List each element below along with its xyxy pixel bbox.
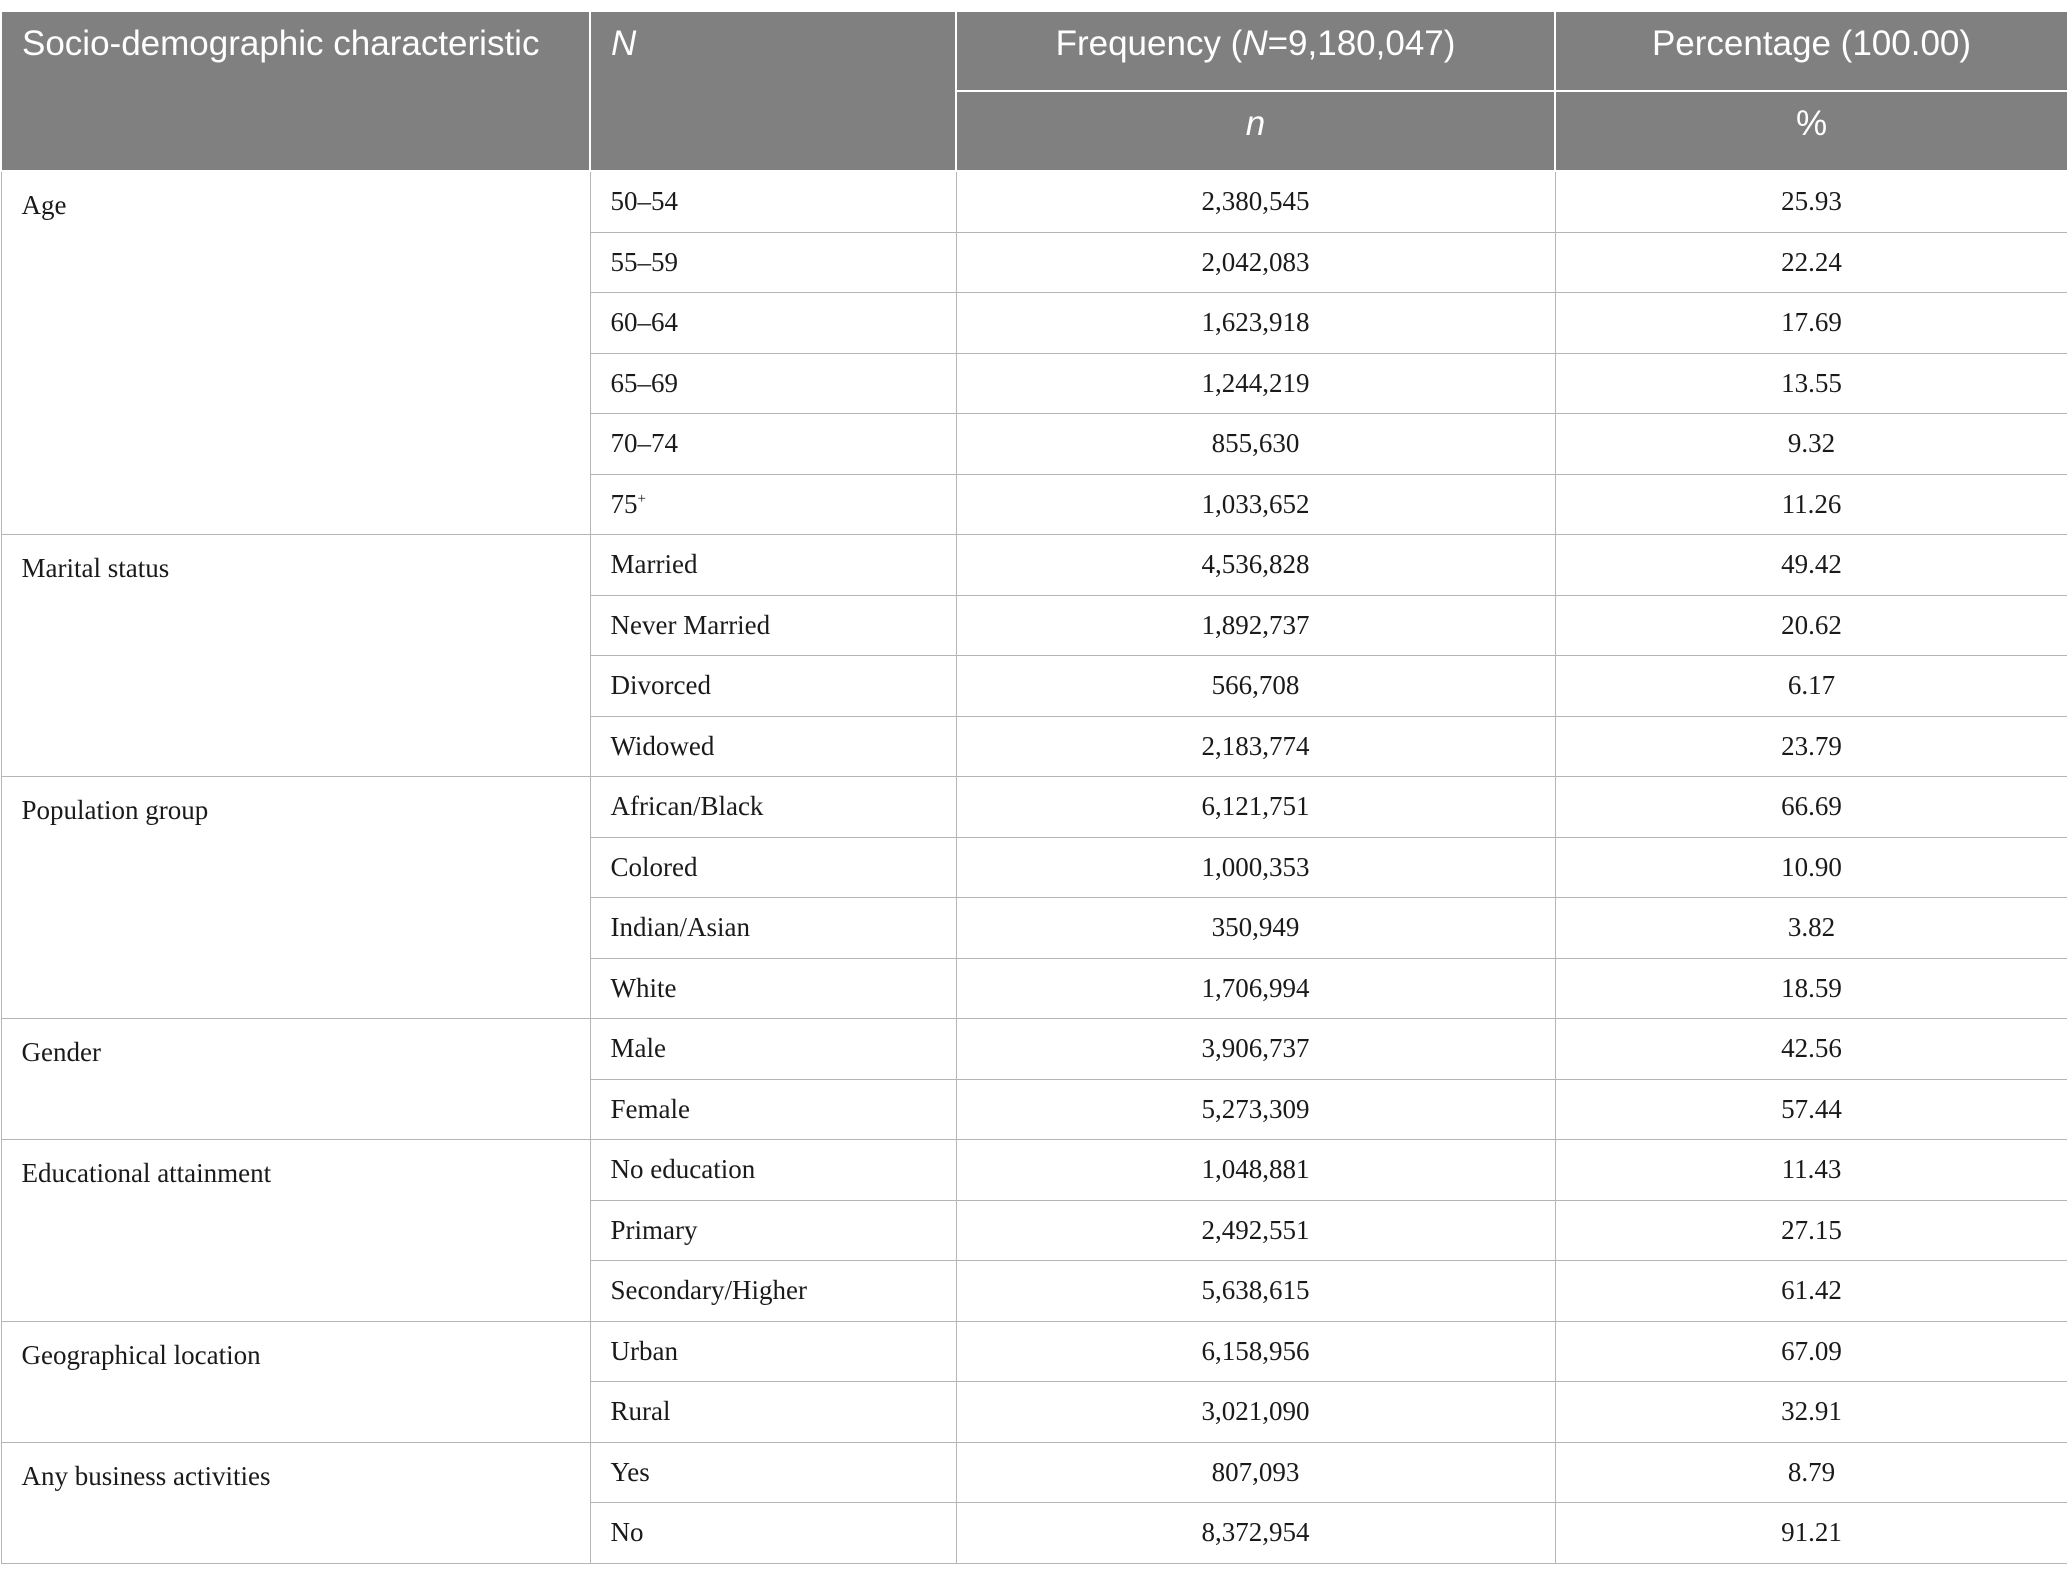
- frequency-cell: 5,273,309: [956, 1079, 1555, 1140]
- frequency-cell: 3,906,737: [956, 1019, 1555, 1080]
- frequency-cell: 2,183,774: [956, 716, 1555, 777]
- category-cell: [590, 1442, 956, 1503]
- header-n-label: N: [611, 24, 637, 63]
- percentage-cell: 23.79: [1555, 716, 2067, 777]
- group-label: Geographical location: [1, 1321, 590, 1442]
- category-label: Widowed: [610, 730, 715, 761]
- category-cell: [590, 414, 956, 475]
- category-cell: [590, 1382, 956, 1443]
- group-label: Gender: [1, 1019, 590, 1140]
- category-label: 65–69: [610, 367, 678, 398]
- category-cell: [590, 474, 956, 535]
- percentage-cell: 11.43: [1555, 1140, 2067, 1201]
- category-label: Never Married: [610, 609, 771, 640]
- category-cell: [590, 595, 956, 656]
- subheader-n-label: n: [1245, 104, 1266, 143]
- category-cell: [590, 1019, 956, 1080]
- category-cell: [590, 777, 956, 838]
- percentage-cell: 57.44: [1555, 1079, 2067, 1140]
- category-label: Divorced: [610, 670, 711, 701]
- frequency-cell: 807,093: [956, 1442, 1555, 1503]
- group-label: Marital status: [1, 535, 590, 777]
- header-frequency: [956, 11, 1555, 91]
- category-cell: [590, 1261, 956, 1322]
- frequency-cell: 4,536,828: [956, 535, 1555, 596]
- category-cell: [590, 656, 956, 717]
- percentage-cell: 66.69: [1555, 777, 2067, 838]
- category-label: No education: [610, 1154, 756, 1185]
- category-label: Married: [610, 549, 698, 580]
- percentage-cell: 13.55: [1555, 353, 2067, 414]
- percentage-cell: 9.32: [1555, 414, 2067, 475]
- table-row: [1, 1019, 2067, 1080]
- header-frequency-suffix: =9,180,047): [1267, 24, 1456, 63]
- category-cell: [590, 1200, 956, 1261]
- category-cell: [590, 353, 956, 414]
- category-label: Indian/Asian: [610, 912, 750, 943]
- frequency-cell: 6,158,956: [956, 1321, 1555, 1382]
- header-characteristic: Socio-demographic characteristic: [1, 11, 590, 171]
- category-label: Colored: [610, 851, 698, 882]
- subheader-percent: %: [1555, 91, 2067, 171]
- category-cell: [590, 1321, 956, 1382]
- frequency-cell: 2,380,545: [956, 171, 1555, 232]
- table-row: [1, 777, 2067, 838]
- category-cell: [590, 837, 956, 898]
- category-label: Rural: [610, 1396, 671, 1427]
- category-label: Male: [610, 1033, 666, 1064]
- table-row: [1, 1140, 2067, 1201]
- subheader-n: [956, 91, 1555, 171]
- frequency-cell: 350,949: [956, 898, 1555, 959]
- category-cell: [590, 898, 956, 959]
- category-cell: [590, 958, 956, 1019]
- frequency-cell: 1,892,737: [956, 595, 1555, 656]
- category-superscript: +: [637, 490, 646, 507]
- frequency-cell: 5,638,615: [956, 1261, 1555, 1322]
- category-cell: [590, 293, 956, 354]
- header-frequency-prefix: Frequency (: [1055, 24, 1243, 63]
- header-n: [590, 11, 956, 171]
- category-cell: [590, 1503, 956, 1564]
- category-label: 55–59: [610, 246, 678, 277]
- frequency-cell: 1,244,219: [956, 353, 1555, 414]
- frequency-cell: 855,630: [956, 414, 1555, 475]
- category-cell: [590, 535, 956, 596]
- percentage-cell: 8.79: [1555, 1442, 2067, 1503]
- percentage-cell: 32.91: [1555, 1382, 2067, 1443]
- category-label: White: [610, 972, 677, 1003]
- category-label: Urban: [610, 1335, 678, 1366]
- percentage-cell: 27.15: [1555, 1200, 2067, 1261]
- table-header: [1, 11, 2067, 171]
- percentage-cell: 18.59: [1555, 958, 2067, 1019]
- percentage-cell: 11.26: [1555, 474, 2067, 535]
- demographics-table: [0, 10, 2067, 1564]
- header-frequency-italic: N: [1242, 24, 1268, 63]
- frequency-cell: 566,708: [956, 656, 1555, 717]
- percentage-cell: 42.56: [1555, 1019, 2067, 1080]
- category-cell: [590, 232, 956, 293]
- percentage-cell: 20.62: [1555, 595, 2067, 656]
- group-label: Educational attainment: [1, 1140, 590, 1322]
- percentage-cell: 3.82: [1555, 898, 2067, 959]
- group-label: Any business activities: [1, 1442, 590, 1563]
- category-label: Female: [610, 1093, 690, 1124]
- table-row: [1, 1442, 2067, 1503]
- percentage-cell: 6.17: [1555, 656, 2067, 717]
- frequency-cell: 1,048,881: [956, 1140, 1555, 1201]
- table-body: [1, 171, 2067, 1563]
- table-row: [1, 171, 2067, 232]
- category-label: 70–74: [610, 428, 678, 459]
- frequency-cell: 8,372,954: [956, 1503, 1555, 1564]
- category-label: Primary: [610, 1214, 698, 1245]
- percentage-cell: 49.42: [1555, 535, 2067, 596]
- frequency-cell: 1,623,918: [956, 293, 1555, 354]
- percentage-cell: 67.09: [1555, 1321, 2067, 1382]
- category-cell: [590, 716, 956, 777]
- category-label: 60–64: [610, 307, 678, 338]
- table-row: [1, 1321, 2067, 1382]
- percentage-cell: 91.21: [1555, 1503, 2067, 1564]
- percentage-cell: 61.42: [1555, 1261, 2067, 1322]
- percentage-cell: 17.69: [1555, 293, 2067, 354]
- group-label: Population group: [1, 777, 590, 1019]
- percentage-cell: 25.93: [1555, 171, 2067, 232]
- category-cell: [590, 171, 956, 232]
- percentage-cell: 22.24: [1555, 232, 2067, 293]
- frequency-cell: 1,706,994: [956, 958, 1555, 1019]
- table-row: [1, 535, 2067, 596]
- frequency-cell: 2,042,083: [956, 232, 1555, 293]
- category-label: No: [610, 1517, 644, 1548]
- frequency-cell: 1,000,353: [956, 837, 1555, 898]
- frequency-cell: 3,021,090: [956, 1382, 1555, 1443]
- category-label: Secondary/Higher: [610, 1275, 807, 1306]
- frequency-cell: 2,492,551: [956, 1200, 1555, 1261]
- category-label: Yes: [610, 1456, 650, 1487]
- category-label: 75: [610, 488, 638, 519]
- percentage-cell: 10.90: [1555, 837, 2067, 898]
- category-label: African/Black: [610, 791, 764, 822]
- header-percentage: Percentage (100.00): [1555, 11, 2067, 91]
- category-cell: [590, 1140, 956, 1201]
- frequency-cell: 1,033,652: [956, 474, 1555, 535]
- group-label: Age: [1, 171, 590, 535]
- category-cell: [590, 1079, 956, 1140]
- category-label: 50–54: [610, 186, 678, 217]
- frequency-cell: 6,121,751: [956, 777, 1555, 838]
